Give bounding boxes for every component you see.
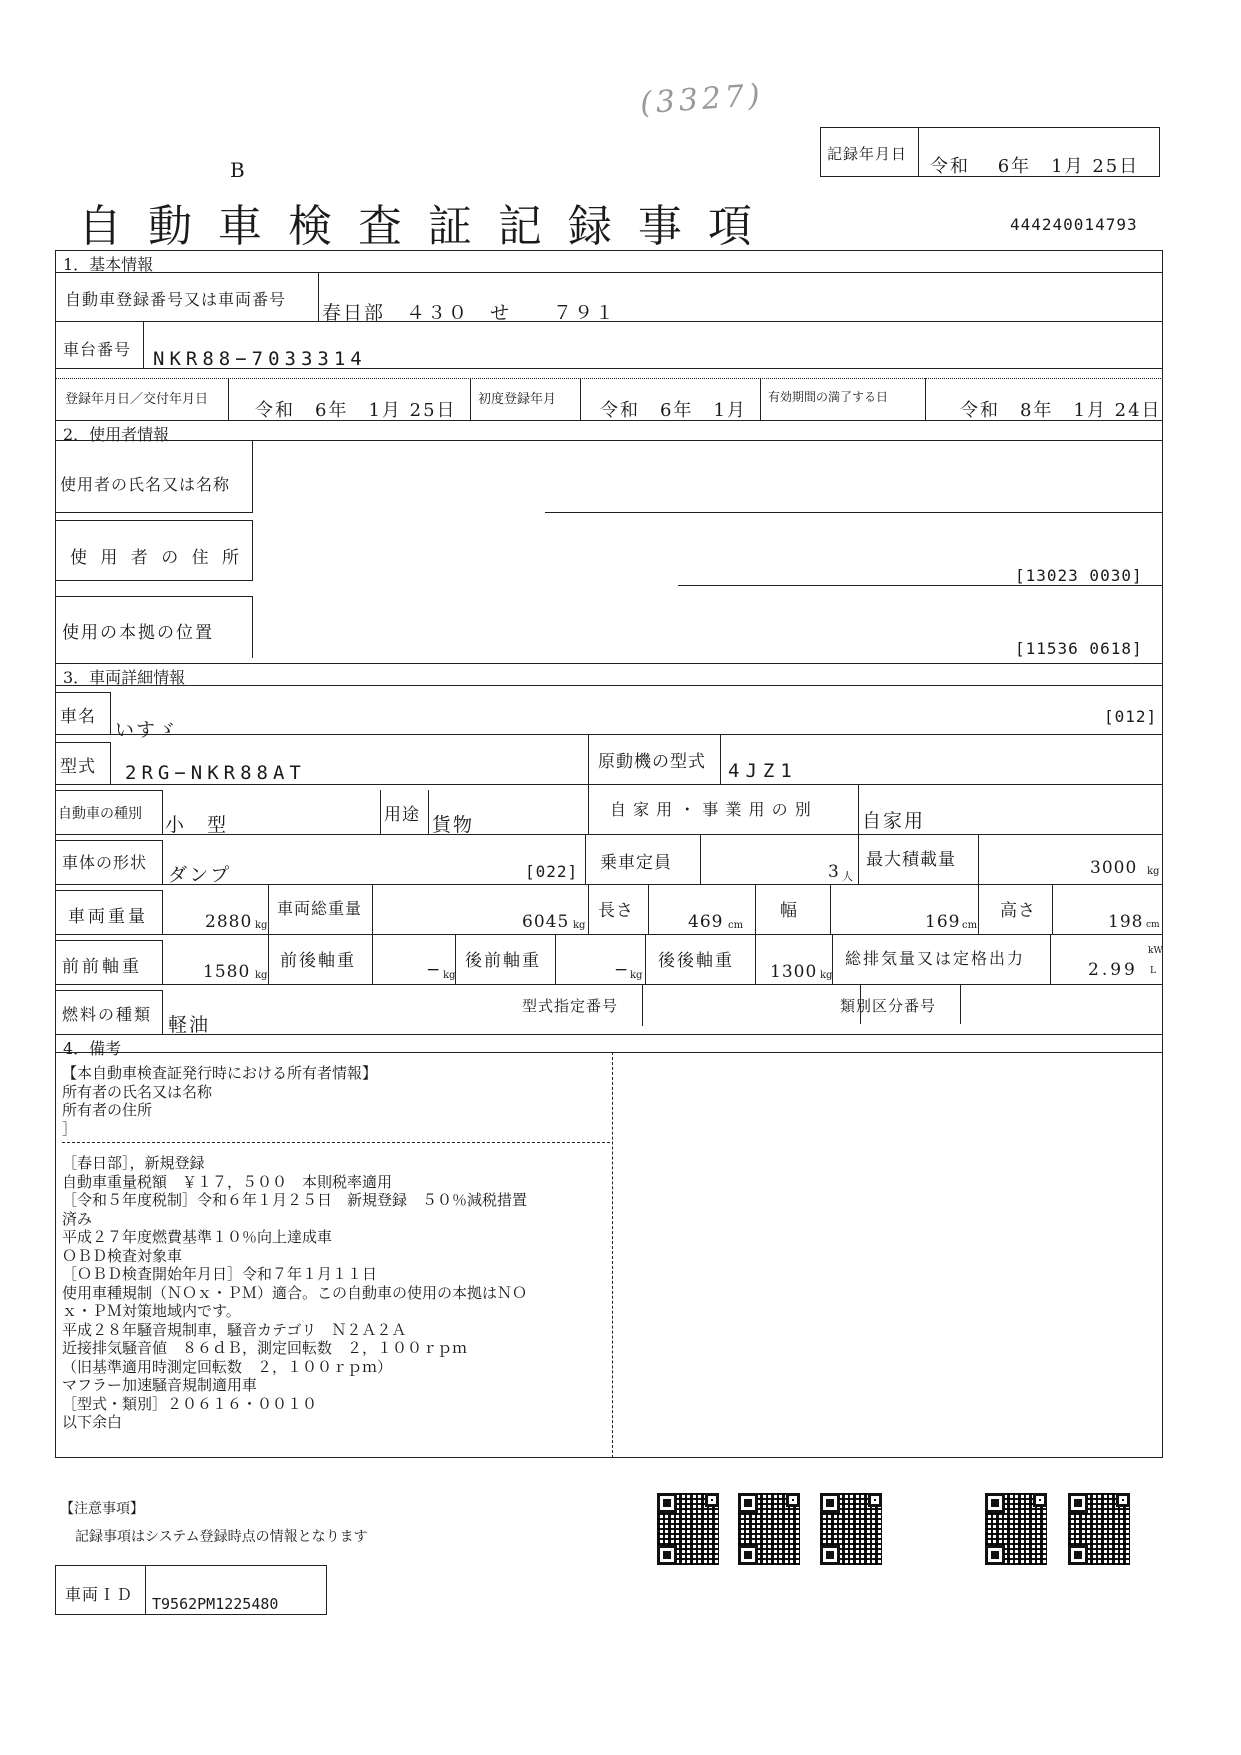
first-reg-value: 令和 6年 1月 <box>600 400 747 421</box>
page-title: 自 動 車 検 査 証 記 録 事 項 <box>78 201 758 252</box>
reg-number-value: 春日部 ４３０ せ ７９１ <box>322 302 617 324</box>
rf-axle-label: 後前軸重 <box>465 951 541 971</box>
rf-axle-value: − <box>614 960 631 980</box>
reg-number-label: 自動車登録番号又は車両番号 <box>65 290 287 309</box>
width-unit: cm <box>962 920 978 931</box>
document-number: 444240014793 <box>1010 215 1138 234</box>
displacement-unit-bottom: L <box>1150 966 1156 976</box>
weight-label: 車両重量 <box>68 907 148 927</box>
vehicle-id-value: T9562PM1225480 <box>152 1595 279 1613</box>
qr-code-icon <box>738 1493 800 1565</box>
fr-axle-value: − <box>426 960 443 980</box>
width-value: 169 <box>925 912 961 932</box>
body-shape-label: 車体の形状 <box>62 853 148 872</box>
private-business-label: 自 家 用 ・ 事 業 用 の 別 <box>610 800 812 819</box>
car-name-value: いすゞ <box>115 719 179 741</box>
body-shape-value: ダンプ <box>168 864 232 886</box>
rf-axle-unit: kg <box>630 970 643 981</box>
max-load-unit: kg <box>1147 866 1160 877</box>
model-designation-label: 型式指定番号 <box>522 997 619 1015</box>
qr-code-icon <box>657 1493 719 1565</box>
record-date-label: 記録年月日 <box>827 145 908 163</box>
fuel-value: 軽油 <box>168 1014 211 1036</box>
ff-axle-unit: kg <box>255 970 268 981</box>
letter-b: B <box>230 158 245 182</box>
section4-heading: 4．備考 <box>63 1039 122 1058</box>
length-value: 469 <box>688 912 724 932</box>
expiry-label: 有効期間の満了する日 <box>768 390 889 404</box>
width-label: 幅 <box>780 901 798 921</box>
user-name-label: 使用者の氏名又は名称 <box>60 475 231 494</box>
displacement-unit-top: kW <box>1148 946 1163 956</box>
section1-heading: 1．基本情報 <box>63 255 154 274</box>
chassis-value: NKR88−7033314 <box>153 348 367 370</box>
remarks-block: ［春日部］，新規登録 自動車重量税額 ￥１７，５００ 本則税率適用 ［令和５年度税制］令和６年１月２５日 新規登録 ５０％減税措置 済み 平成２７年度燃費基準１０％向上達成車 ＯＢＤ検査対象車 ［ＯＢＤ検査開始年月日］令和７年１月１１日 使用車種規制（ＮＯｘ・ＰＭ）適合。この自動車の使用の本拠はＮＯ ｘ・ＰＭ対策地域内です。 平成２８年騒音規制車，騒音カテゴリ Ｎ２Ａ２Ａ 近接排気騒音値 ８６ｄＢ，測定回転数 ２，１００ｒｐｍ （旧基準適用時測定回転数 ２，１００ｒｐｍ） マフラー加速騒音規制適用車 ［型式・類別］２０６１６・００１０ 以下余白 <box>62 1154 528 1431</box>
gross-weight-unit: kg <box>573 920 586 931</box>
displacement-label: 総排気量又は定格出力 <box>845 949 1026 968</box>
gross-weight-label: 車両総重量 <box>277 899 363 918</box>
model-value: 2RG−NKR88AT <box>125 762 306 784</box>
displacement-value: 2.99 <box>1088 960 1138 980</box>
weight-unit: kg <box>255 920 268 931</box>
height-unit: cm <box>1146 920 1160 930</box>
gross-weight-value: 6045 <box>522 912 570 932</box>
model-label: 型式 <box>60 757 96 777</box>
body-shape-code: [022] <box>525 862 579 881</box>
owner-info-block: 【本自動車検査証発行時における所有者情報】 所有者の氏名又は名称 所有者の住所 ］ <box>62 1064 378 1138</box>
fr-axle-label: 前後軸重 <box>280 951 356 971</box>
qr-code-icon <box>820 1493 882 1565</box>
fr-axle-unit: kg <box>443 970 456 981</box>
vehicle-id-label: 車両ＩＤ <box>65 1585 134 1604</box>
user-address-code: [13023 0030] <box>1015 566 1143 585</box>
private-business-value: 自家用 <box>862 810 926 832</box>
capacity-value: 3 <box>828 862 841 882</box>
vehicle-type-label: 自動車の種別 <box>58 806 142 822</box>
engine-label: 原動機の型式 <box>598 752 706 772</box>
expiry-value: 令和 8年 1月 24日 <box>960 400 1162 421</box>
reg-date-label: 登録年月日／交付年月日 <box>65 392 209 407</box>
ff-axle-value: 1580 <box>203 962 251 982</box>
category-number-label: 類別区分番号 <box>840 997 937 1015</box>
ff-axle-label: 前前軸重 <box>62 957 142 977</box>
notice-text: 記録事項はシステム登録時点の情報となります <box>75 1529 368 1545</box>
use-value: 貨物 <box>432 814 475 836</box>
chassis-label: 車台番号 <box>63 340 132 359</box>
reg-date-value: 令和 6年 1月 25日 <box>255 400 457 421</box>
base-location-code: [11536 0618] <box>1015 639 1143 658</box>
rr-axle-value: 1300 <box>770 962 818 982</box>
user-address-label: 使 用 者 の 住 所 <box>70 548 244 568</box>
notice-heading: 【注意事項】 <box>60 1501 144 1517</box>
capacity-unit: 人 <box>842 870 853 883</box>
capacity-label: 乗車定員 <box>600 853 672 873</box>
record-date-value: 令和 6年 1月 25日 <box>930 156 1140 177</box>
vehicle-type-value: 小 型 <box>165 814 229 836</box>
base-location-label: 使用の本拠の位置 <box>62 623 214 643</box>
car-name-label: 車名 <box>60 707 96 727</box>
max-load-label: 最大積載量 <box>866 850 956 870</box>
height-value: 198 <box>1108 912 1144 932</box>
section2-heading: 2．使用者情報 <box>63 425 170 444</box>
length-label: 長さ <box>598 901 634 921</box>
qr-code-icon <box>985 1493 1047 1565</box>
rr-axle-unit: kg <box>820 970 833 981</box>
section3-heading: 3．車両詳細情報 <box>63 668 186 687</box>
car-name-code: [012] <box>1104 707 1158 726</box>
use-label: 用途 <box>384 805 420 825</box>
first-reg-label: 初度登録年月 <box>478 392 557 407</box>
handwritten-note: (3327) <box>638 77 765 122</box>
height-label: 高さ <box>1000 901 1036 921</box>
weight-value: 2880 <box>205 912 253 932</box>
rr-axle-label: 後後軸重 <box>658 951 734 971</box>
engine-value: 4JZ1 <box>728 760 798 782</box>
length-unit: cm <box>728 920 744 931</box>
fuel-label: 燃料の種類 <box>62 1005 153 1024</box>
qr-code-icon <box>1068 1493 1130 1565</box>
max-load-value: 3000 <box>1090 858 1138 878</box>
